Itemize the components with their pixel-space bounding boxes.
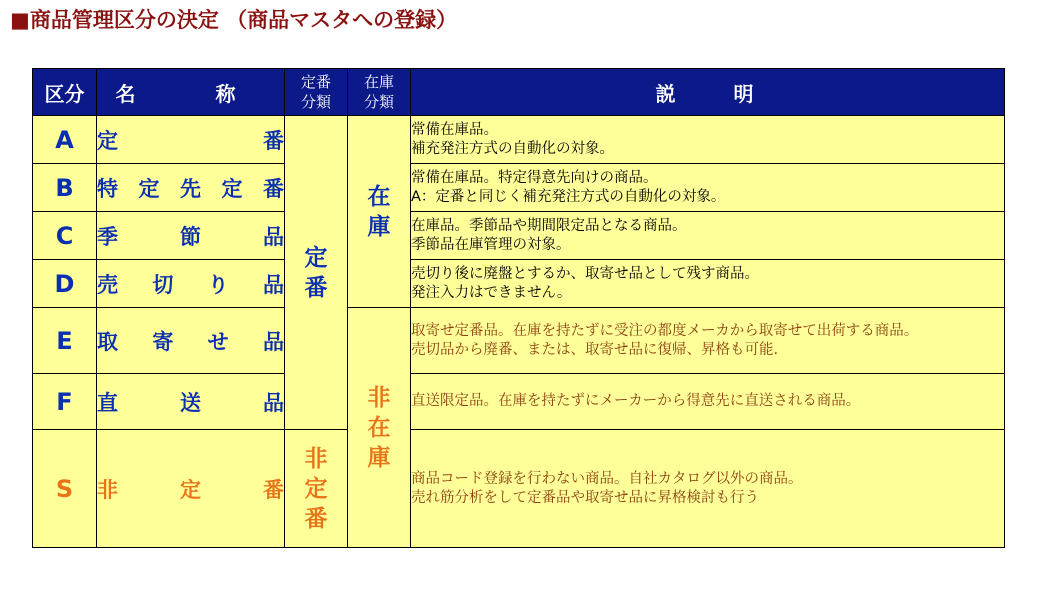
header-standard-line1: 定番 [300, 73, 331, 91]
table-row [33, 212, 1005, 260]
row-description [411, 260, 1005, 308]
row-class: S [33, 430, 97, 548]
table-row [33, 164, 1005, 212]
row-description-line: A：定番と同じく補充発注方式の自動化の対象。 [411, 188, 726, 205]
page-title: ■商品管理区分の決定 （商品マスタへの登録） [10, 8, 458, 32]
row-description [411, 308, 1005, 374]
header-standard-line2: 分類 [300, 93, 331, 111]
row-name: 直送品 [97, 374, 285, 430]
row-description-line: 取寄せ定番品。在庫を持たずに受注の都度メーカから取寄せて出荷する商品。 [411, 322, 919, 339]
header-standard [285, 69, 348, 116]
row-class: F [33, 374, 97, 430]
row-description [411, 430, 1005, 548]
table-row [33, 430, 1005, 548]
row-description-line: 在庫品。季節品や期間限定品となる商品。 [411, 217, 687, 234]
header-stock-line1: 在庫 [363, 73, 394, 91]
row-description [411, 374, 1005, 430]
header-stock-line2: 分類 [363, 93, 394, 111]
row-description-line: 売切り後に廃盤とするか、取寄せ品として残す商品。 [411, 265, 759, 282]
row-name: 取寄せ品 [97, 308, 285, 374]
row-description [411, 212, 1005, 260]
header-stock [348, 69, 411, 116]
row-description-line: 商品コード登録を行わない商品。自社カタログ以外の商品。 [411, 470, 803, 487]
header-description: 説 明 [411, 69, 1005, 116]
row-description-line: 売れ筋分析をして定番品や取寄せ品に昇格検討も行う [411, 489, 759, 506]
row-name: 特定先定番 [97, 164, 285, 212]
group-stock-label: 在庫 [367, 183, 391, 240]
group-non-standard-label: 非定番 [304, 445, 328, 532]
row-description-line: 発注入力はできません。 [411, 284, 572, 301]
row-name: 売切り品 [97, 260, 285, 308]
group-standard [285, 116, 348, 430]
row-description-line: 常備在庫品。 [411, 121, 498, 138]
row-class: C [33, 212, 97, 260]
row-name: 季節品 [97, 212, 285, 260]
group-non-stock-label: 非在庫 [367, 384, 391, 471]
table-row [33, 260, 1005, 308]
row-description-line: 常備在庫品。特定得意先向けの商品。 [411, 169, 658, 186]
group-stock [348, 116, 411, 308]
row-description-line: 売切品から廃番、または、取寄せ品に復帰、昇格も可能. [411, 341, 779, 358]
row-class: A [33, 116, 97, 164]
group-non-standard [285, 430, 348, 548]
row-description-line: 季節品在庫管理の対象。 [411, 236, 571, 253]
header-row [33, 69, 1005, 116]
group-standard-label: 定番 [304, 244, 328, 301]
row-class: B [33, 164, 97, 212]
classification-table [32, 68, 1005, 548]
row-class: E [33, 308, 97, 374]
row-class: D [33, 260, 97, 308]
row-description-line: 直送限定品。在庫を持たずにメーカーから得意先に直送される商品。 [411, 393, 861, 409]
header-class: 区分 [33, 69, 97, 116]
row-name: 定番 [97, 116, 285, 164]
table-row [33, 308, 1005, 374]
row-name: 非定番 [97, 430, 285, 548]
table-row [33, 374, 1005, 430]
row-description [411, 164, 1005, 212]
row-description-line: 補充発注方式の自動化の対象。 [411, 140, 614, 157]
header-name: 名 称 [97, 69, 285, 116]
group-non-stock [348, 308, 411, 548]
row-description [411, 116, 1005, 164]
table-row [33, 116, 1005, 164]
